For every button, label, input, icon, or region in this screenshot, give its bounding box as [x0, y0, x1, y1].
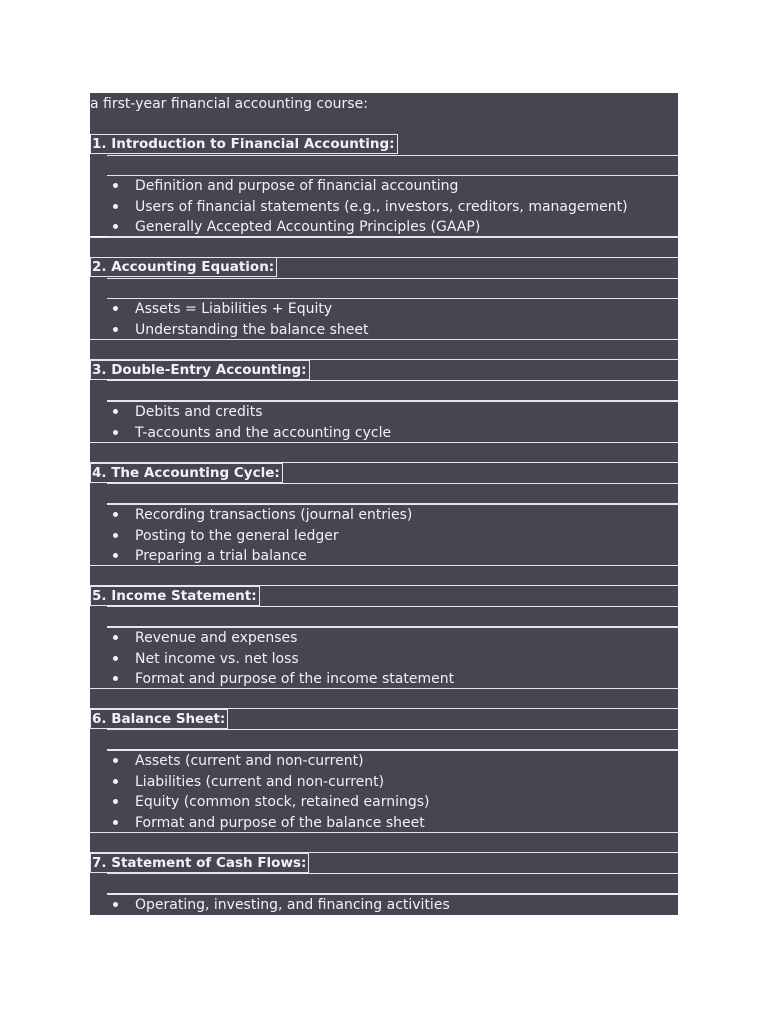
section-heading [90, 709, 678, 729]
section-heading [90, 134, 678, 154]
bullet-icon [113, 820, 118, 825]
section-heading [90, 360, 678, 380]
bullet-icon [113, 224, 118, 229]
list-item [107, 197, 678, 218]
spacer-row [90, 339, 678, 360]
bullet-icon [113, 635, 118, 640]
list-item [107, 299, 678, 320]
list-item [107, 649, 678, 670]
list-item-text: Posting to the general ledger [135, 527, 339, 544]
list-item-text: Recording transactions (journal entries) [135, 507, 413, 523]
bullet-icon [113, 327, 118, 332]
list-item [107, 505, 678, 526]
list-item-text: Revenue and expenses [135, 630, 298, 646]
spacer-row [107, 729, 678, 750]
section-2-heading: 2. Accounting Equation: [90, 257, 277, 277]
list-item-text: Format and purpose of the income statement [135, 671, 455, 688]
list-item-text: Assets = Liabilities + Equity [135, 301, 333, 317]
section-3-heading: 3. Double-Entry Accounting: [90, 360, 310, 380]
bullet-icon [113, 183, 118, 188]
spacer-row [90, 565, 678, 586]
list-item [107, 792, 678, 813]
bullet-icon [113, 512, 118, 517]
section-3-list [107, 401, 678, 443]
list-item [107, 628, 678, 649]
bullet-icon [113, 656, 118, 661]
list-item-text: Net income vs. net loss [135, 650, 299, 667]
spacer-row [107, 483, 678, 504]
intro-text: a first-year financial accounting course: [90, 96, 368, 112]
section-6-list [107, 750, 678, 833]
bullet-icon [113, 758, 118, 763]
list-item [107, 217, 678, 238]
bullet-icon [113, 204, 118, 209]
spacer-row [107, 278, 678, 299]
list-item-text: Understanding the balance sheet [135, 321, 369, 338]
bullet-icon [113, 902, 118, 907]
list-item [107, 176, 678, 197]
list-item [107, 423, 678, 444]
section-4-list [107, 504, 678, 566]
list-item [107, 772, 678, 793]
section-7-heading: 7. Statement of Cash Flows: [90, 853, 309, 873]
document-page [90, 93, 678, 915]
spacer-row [107, 155, 678, 176]
list-item-text: Assets (current and non-current) [135, 753, 364, 769]
list-item [107, 526, 678, 547]
section-5-heading: 5. Income Statement: [90, 586, 260, 606]
list-item-text: T-accounts and the accounting cycle [135, 424, 392, 441]
bullet-icon [113, 409, 118, 414]
list-item-text: Generally Accepted Accounting Principles (GAAP) [135, 219, 481, 236]
spacer-row [90, 442, 678, 463]
list-item-text: Users of financial statements (e.g., investors, creditors, management) [135, 198, 628, 215]
bullet-icon [113, 779, 118, 784]
list-item [107, 320, 678, 341]
list-item [107, 895, 678, 916]
section-heading [90, 586, 678, 606]
section-1-heading: 1. Introduction to Financial Accounting: [90, 134, 398, 154]
spacer-row [107, 606, 678, 627]
section-2-list [107, 298, 678, 340]
list-item [107, 669, 678, 690]
list-item [107, 751, 678, 772]
bullet-icon [113, 533, 118, 538]
section-1-list [107, 175, 678, 237]
section-4-heading: 4. The Accounting Cycle: [90, 463, 283, 483]
bullet-icon [113, 553, 118, 558]
bullet-icon [113, 430, 118, 435]
bullet-icon [113, 799, 118, 804]
bullet-icon [113, 306, 118, 311]
section-heading [90, 257, 678, 277]
spacer-row [90, 688, 678, 709]
list-item-text: Definition and purpose of financial accounting [135, 178, 459, 194]
list-item [107, 813, 678, 834]
list-item-text: Liabilities (current and non-current) [135, 773, 385, 790]
list-item-text: Operating, investing, and financing activities [135, 897, 450, 913]
section-7-list [107, 894, 678, 915]
section-6-heading: 6. Balance Sheet: [90, 709, 228, 729]
list-item-text: Debits and credits [135, 404, 263, 420]
section-heading [90, 463, 678, 483]
list-item-text: Equity (common stock, retained earnings) [135, 794, 430, 811]
spacer-row [107, 873, 678, 894]
list-item [107, 546, 678, 567]
bullet-icon [113, 676, 118, 681]
list-item-text: Preparing a trial balance [135, 548, 307, 565]
section-heading [90, 853, 678, 873]
list-item-text: Format and purpose of the balance sheet [135, 814, 425, 831]
spacer-row [90, 832, 678, 853]
spacer-row [90, 237, 678, 258]
list-item [107, 402, 678, 423]
section-5-list [107, 627, 678, 689]
spacer-row [107, 380, 678, 401]
